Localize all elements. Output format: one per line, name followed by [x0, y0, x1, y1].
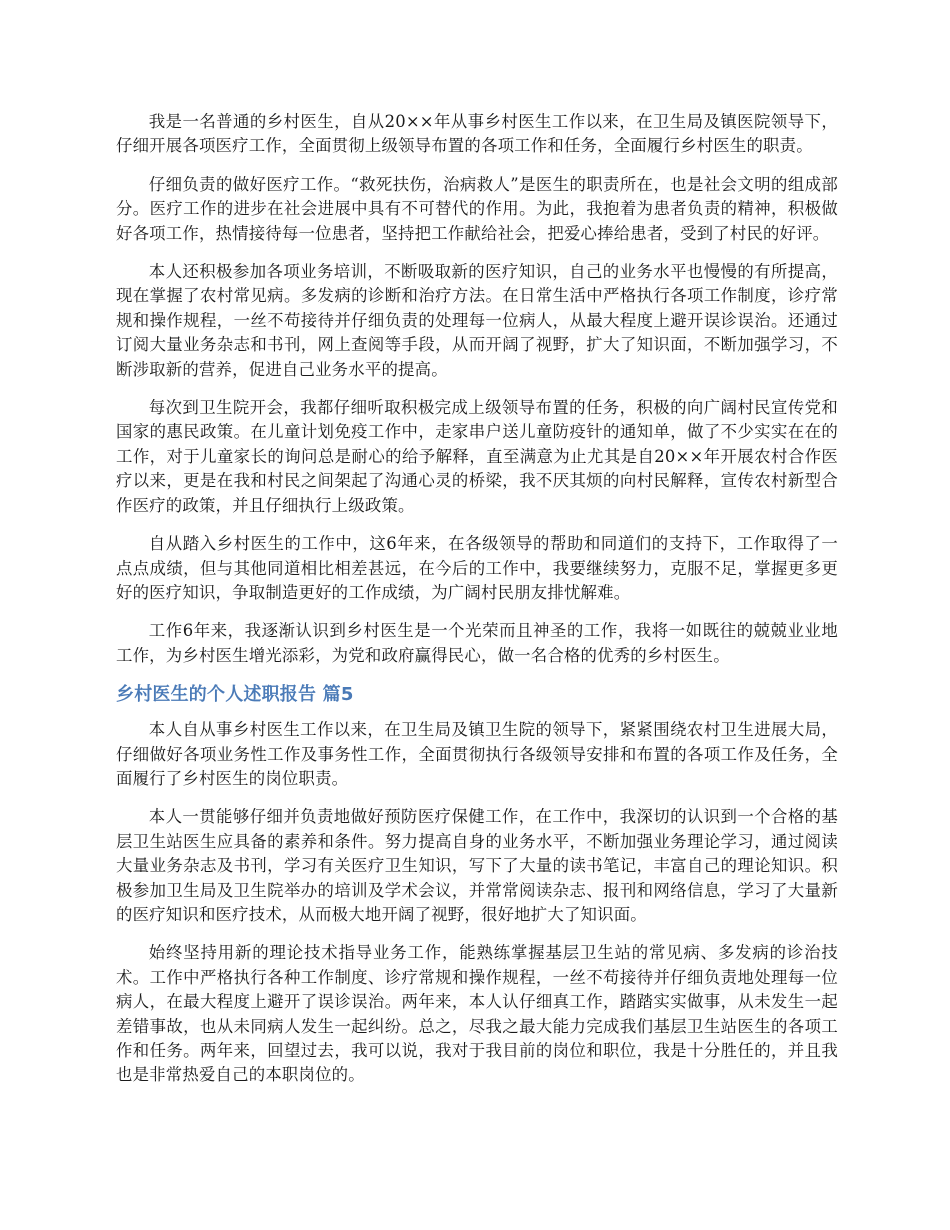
paragraph-medical-work: 仔细负责的做好医疗工作。“救死扶伤，治病救人”是医生的职责所在，也是社会文明的组成部分。医疗工作的进步在社会进展中具有不可替代的作用。为此，我抱着为患者负责的精神，积极做好各项工作，热情接待每一位患者，坚持把工作献给社会，把爱心捧给患者，受到了村民的好评。 [116, 174, 838, 243]
paragraph-section5-intro: 本人自从事乡村医生工作以来，在卫生局及镇卫生院的领导下，紧紧围绕农村卫生进展大局，仔细做好各项业务性工作及事务性工作，全面贯彻执行各级领导安排和布置的各项工作及任务，全面履行了乡村医生的岗位职责。 [116, 720, 838, 788]
section-heading: 乡村医生的个人述职报告 篇5 [116, 684, 354, 706]
paragraph-conclusion: 工作6年来，我逐渐认识到乡村医生是一个光荣而且神圣的工作，我将一如既往的兢兢业业地工作，为乡村医生增光添彩，为党和政府赢得民心，做一名合格的优秀的乡村医生。 [116, 621, 838, 665]
paragraph-intro: 我是一名普通的乡村医生，自从20××年从事乡村医生工作以来，在卫生局及镇医院领导下，仔细开展各项医疗工作，全面贯彻上级领导布置的各项工作和任务，全面履行乡村医生的职责。 [116, 112, 838, 156]
paragraph-achievements: 自从踏入乡村医生的工作中，这6年来，在各级领导的帮助和同道们的支持下，工作取得了一点点成绩，但与其他同道相比相差甚远，在今后的工作中，我要继续努力，克服不足，掌握更多更好的医疗知识，争取制造更好的工作成绩，为广阔村民朋友排忧解难。 [116, 534, 838, 602]
paragraph-section5-prevention: 本人一贯能够仔细并负责地做好预防医疗保健工作，在工作中，我深切的认识到一个合格的基层卫生站医生应具备的素养和条件。努力提高自身的业务水平，不断加强业务理论学习，通过阅读大量业务杂志及书刊，学习有关医疗卫生知识，写下了大量的读书笔记，丰富自己的理论知识。积极参加卫生局及卫生院举办的培训及学术会议，并常常阅读杂志、报刊和网络信息，学习了大量新的医疗知识和医疗技术，从而极大地开阔了视野，很好地扩大了知识面。 [116, 807, 838, 924]
paragraph-meetings: 每次到卫生院开会，我都仔细听取积极完成上级领导布置的任务，积极的向广阔村民宣传党和国家的惠民政策。在儿童计划免疫工作中，走家串户送儿童防疫针的通知单，做了不少实实在在的工作，对于儿童家长的询问总是耐心的给予解释，直至满意为止尤其是自20××年开展农村合作医疗以来，更是在我和村民之间架起了沟通心灵的桥梁，我不厌其烦的向村民解释，宣传农村新型合作医疗的政策，并且仔细执行上级政策。 [116, 398, 838, 515]
paragraph-section5-theory: 始终坚持用新的理论技术指导业务工作，能熟练掌握基层卫生站的常见病、多发病的诊治技术。工作中严格执行各种工作制度、诊疗常规和操作规程，一丝不苟接待并仔细负责地处理每一位病人，在最大程度上避开了误诊误治。两年来，本人认仔细真工作，踏踏实实做事，从未发生一起差错事故，也从未同病人发生一起纠纷。总之，尽我之最大能力完成我们基层卫生站医生的各项工作和任务。两年来，回望过去，我可以说，我对于我目前的岗位和职位，我是十分胜任的，并且我也是非常热爱自己的本职岗位的。 [116, 943, 838, 1085]
document-page [116, 110, 838, 1102]
paragraph-training: 本人还积极参加各项业务培训，不断吸取新的医疗知识，自己的业务水平也慢慢的有所提高，现在掌握了农村常见病。多发病的诊断和治疗方法。在日常生活中严格执行各项工作制度，诊疗常规和操作规程，一丝不苟接待并仔细负责的处理每一位病人，从最大程度上避开误诊误治。还通过订阅大量业务杂志和书刊，网上查阅等手段，从而开阔了视野，扩大了知识面，不断加强学习，不断涉取新的营养，促进自己业务水平的提高。 [116, 262, 838, 379]
